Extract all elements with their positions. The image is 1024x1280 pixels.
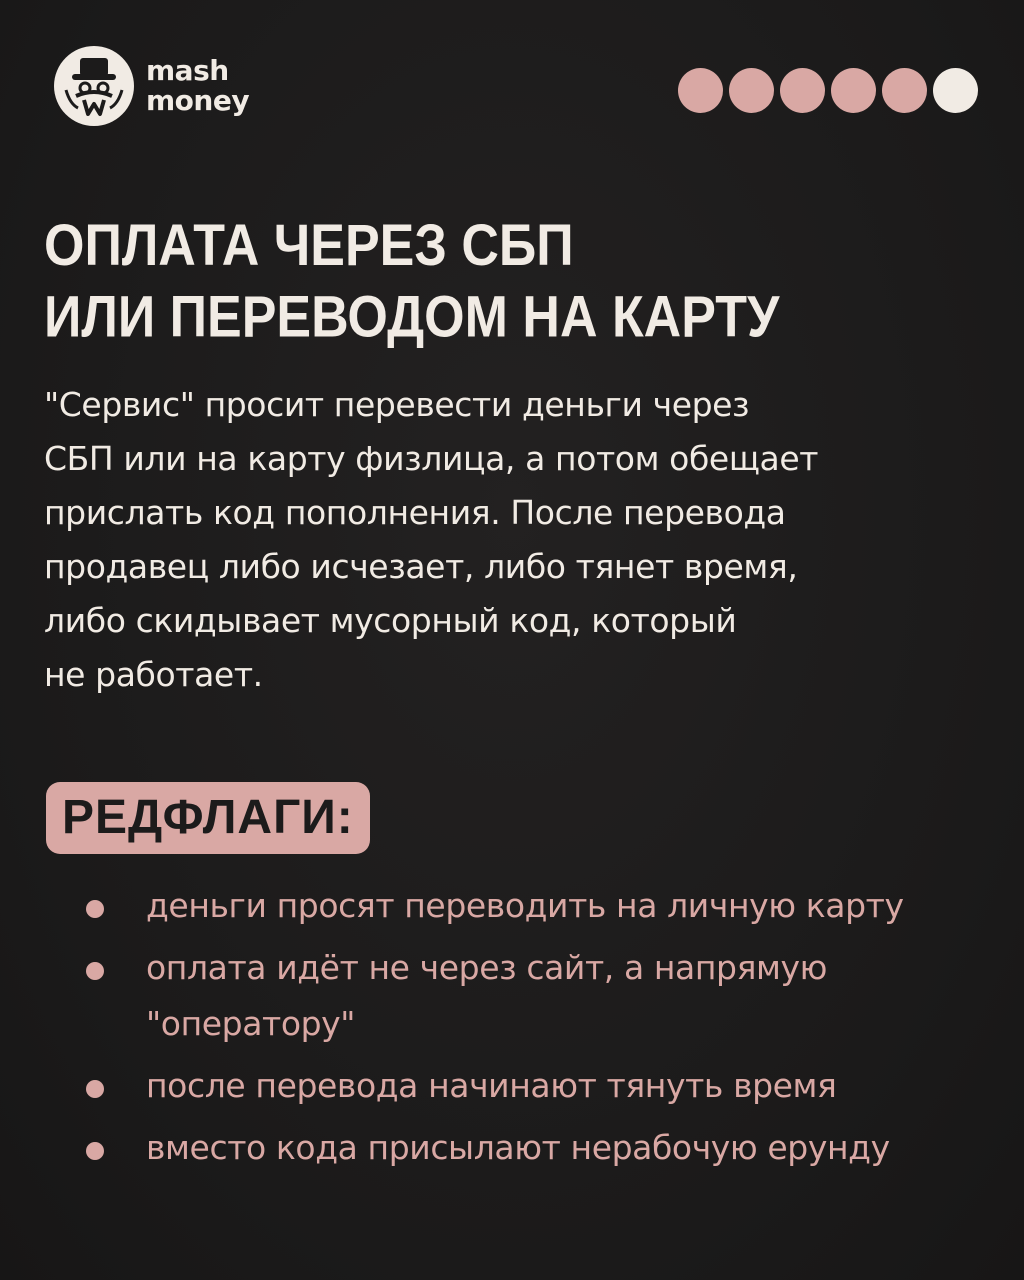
redflag-text: оплата идёт не через сайт, а напрямую <box>146 948 828 987</box>
redflag-item <box>86 1120 986 1176</box>
pagination-dot <box>882 68 927 113</box>
slide-title <box>44 210 984 353</box>
redflag-item <box>86 1058 986 1114</box>
pagination-dot <box>729 68 774 113</box>
redflag-item <box>86 940 986 1052</box>
description-line: "Сервис" просит перевести деньги через <box>44 385 750 424</box>
logo-line-2: money <box>146 84 250 117</box>
redflags-badge: РЕДФЛАГИ: <box>46 782 370 854</box>
bullet-dot-icon <box>86 1142 104 1160</box>
logo-wordmark <box>146 56 249 116</box>
title-line-2: ИЛИ ПЕРЕВОДОМ НА КАРТУ <box>44 285 780 350</box>
pagination-dot <box>831 68 876 113</box>
brand-logo <box>52 44 249 128</box>
redflag-text: деньги просят переводить на личную карту <box>146 886 904 925</box>
bullet-dot-icon <box>86 1080 104 1098</box>
redflag-text: после перевода начинают тянуть время <box>146 1066 837 1105</box>
title-line-1: ОПЛАТА ЧЕРЕЗ СБП <box>44 213 574 279</box>
redflag-text: вместо кода присылают нерабочую ерунду <box>146 1128 890 1167</box>
description-line: не работает. <box>44 655 263 694</box>
pagination-dot <box>780 68 825 113</box>
redflag-item <box>86 878 986 934</box>
pagination-dot <box>678 68 723 113</box>
logo-line-1: mash <box>146 54 229 87</box>
pagination-dot-active <box>933 68 978 113</box>
redflags-list <box>86 878 986 1182</box>
bullet-dot-icon <box>86 962 104 980</box>
description-line: либо скидывает мусорный код, который <box>44 601 737 640</box>
description-text <box>44 378 994 702</box>
pagination-dots <box>678 68 978 113</box>
description-line: прислать код пополнения. После перевода <box>44 493 786 532</box>
redflag-text: "оператору" <box>146 1004 356 1043</box>
description-line: СБП или на карту физлица, а потом обещает <box>44 439 819 478</box>
mascot-logo-icon <box>52 44 136 128</box>
bullet-dot-icon <box>86 900 104 918</box>
description-line: продавец либо исчезает, либо тянет время, <box>44 547 798 586</box>
